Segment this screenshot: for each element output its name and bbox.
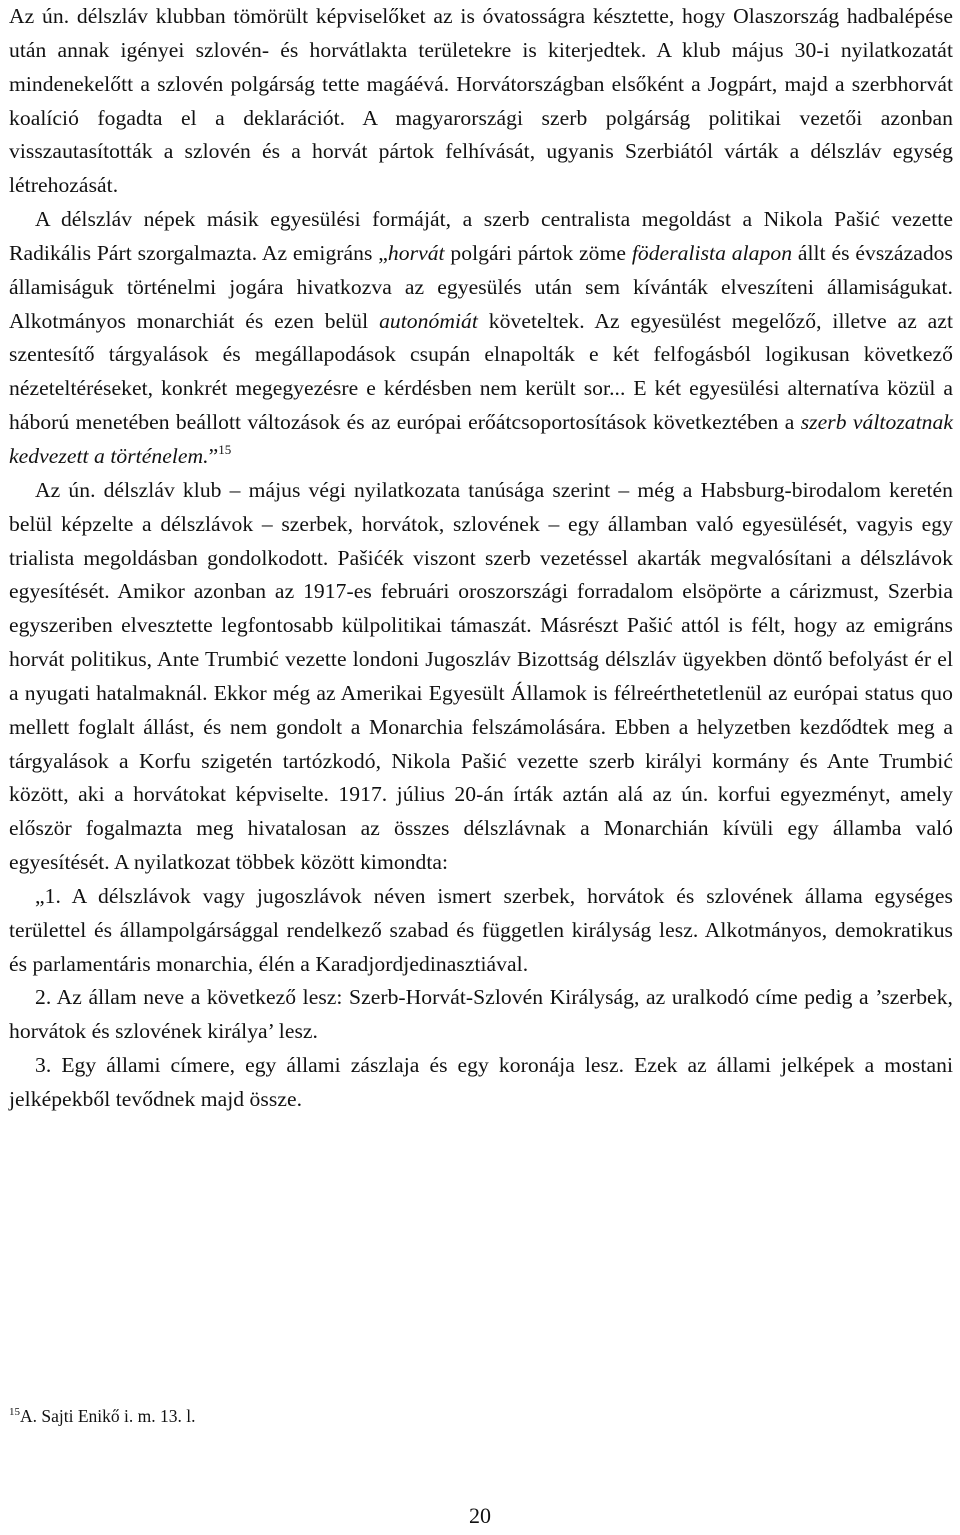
close-quote: ” bbox=[208, 443, 219, 468]
paragraph-2 bbox=[9, 203, 953, 474]
page-number: 20 bbox=[469, 1503, 491, 1528]
paragraph-2-text-3: követeltek. Az egyesülést megelőző, illetve az azt szentesítő tárgyalások és megállapodások csupán elnapolták e két felfogásból logikusan következő nézeteltéréseket, konkrét megegyezésre e kérdésben nem került sor... E két egyesülési alternatíva közül a háború menetében beállott változások és az európai erőátcsoportosítások következtében a bbox=[9, 308, 953, 435]
paragraph-2-text-2: állt és évszázados államiságuk történelmi jogára hivatkozva az egyesülés után sem kívánták elveszíteni államiságukat. Alkotmányos monarchiát és ezen belül bbox=[9, 240, 953, 333]
emphasis-autonomia: autonómiát bbox=[379, 308, 478, 333]
footnote-text: A. Sajti Enikő i. m. 13. l. bbox=[20, 1406, 196, 1426]
emphasis-foderalista: föderalista alapon bbox=[631, 240, 793, 265]
quote-item-2: 2. Az állam neve a következő lesz: Szerb-Horvát-Szlovén Királyság, az uralkodó címe pedig a ’szerbek, horvátok és szlovének királya’ lesz. bbox=[9, 985, 953, 1044]
paragraph-3: Az ún. délszláv klub – május végi nyilatkozata tanúsága szerint – még a Habsburg-birodalom keretén belül képzelte a délszlávok – szerbek, horvátok, szlovének – egy államban való egyesülését, vagyis egy trialista megoldásban gondolkodott. Pašićék viszont szerb vezetéssel akarták megvalósítani a délszlávok egyesítését. Amikor azonban az 1917-es februári oroszországi forradalom elsöpörte a cárizmust, Szerbia egyszeriben elvesztette legfontosabb külpolitikai támaszát. Másrészt Pašić attól is félt, hogy az emigráns horvát politikus, Ante Trumbić vezette londoni Jugoszláv Bizottság délszláv ügyekben döntő befolyást ér el a nyugati hatalmaknál. Ekkor még az Amerikai Egyesült Államok is félreérthetetlenül az európai status quo mellett foglalt állást, és nem gondolt a Monarchia felszámolására. Ebben a helyzetben kezdődtek meg a tárgyalások a Korfu szigetén tartózkodó, Nikola Pašić vezette szerb királyi kormány és Ante Trumbić között, aki a horvátokat képviselte. 1917. július 20-án írták aztán alá az ún. korfui egyezményt, amely először fogalmazta meg hivatalosan az összes délszlávnak a Monarchián kívüli egy államba való egyesítését. A nyilatkozat többek között kimondta: bbox=[9, 477, 953, 875]
page-body bbox=[9, 0, 953, 1117]
paragraph-1: Az ún. délszláv klubban tömörült képviselőket az is óvatosságra késztette, hogy Olaszország hadbalépése után annak igényei szlovén- és horvátlakta területekre is kiterjedtek. A klub május 30-i nyilatkozatát mindenekelőtt a szlovén polgárság tette magáévá. Horvátországban elsőként a Jogpárt, majd a szerbhorvát koalíció fogadta el a deklarációt. A magyarországi szerb polgárság politikai vezetői azonban visszautasították a szlovén és a horvát pártok felhívását, ugyanis Szerbiától várták a délszláv egység létrehozását. bbox=[9, 4, 953, 198]
footnote-number: 15 bbox=[9, 1406, 20, 1418]
emphasis-szerb-valtozat: szerb változatnak kedvezett a történelem. bbox=[9, 410, 953, 468]
footnote-reference: 15 bbox=[218, 441, 232, 457]
footnote bbox=[9, 1405, 196, 1427]
quote-item-3: 3. Egy állami címere, egy állami zászlaja és egy koronája lesz. Ezek az állami jelképek a mostani jelképekből tevődnek majd össze. bbox=[9, 1053, 953, 1111]
emphasis-horvat: horvát bbox=[387, 240, 445, 265]
paragraph-2-text-1: polgári pártok zöme bbox=[444, 240, 632, 265]
open-quote: „ bbox=[372, 240, 388, 265]
quote-item-1: „1. A délszlávok vagy jugoszlávok néven ismert szerbek, horvátok és szlovének állama egységes területtel és állampolgársággal rendelkező szabad és független királyság lesz. Alkotmányos, demokratikus és parlamentáris monarchia, élén a Karadjordjedinasztiával. bbox=[9, 883, 953, 976]
paragraph-2-start: A délszláv népek másik egyesülési formáját, a szerb centralista megoldást a Nikola Pašić vezette Radikális Párt szorgalmazta. Az emigráns bbox=[9, 207, 953, 265]
body-text bbox=[9, 0, 953, 1117]
